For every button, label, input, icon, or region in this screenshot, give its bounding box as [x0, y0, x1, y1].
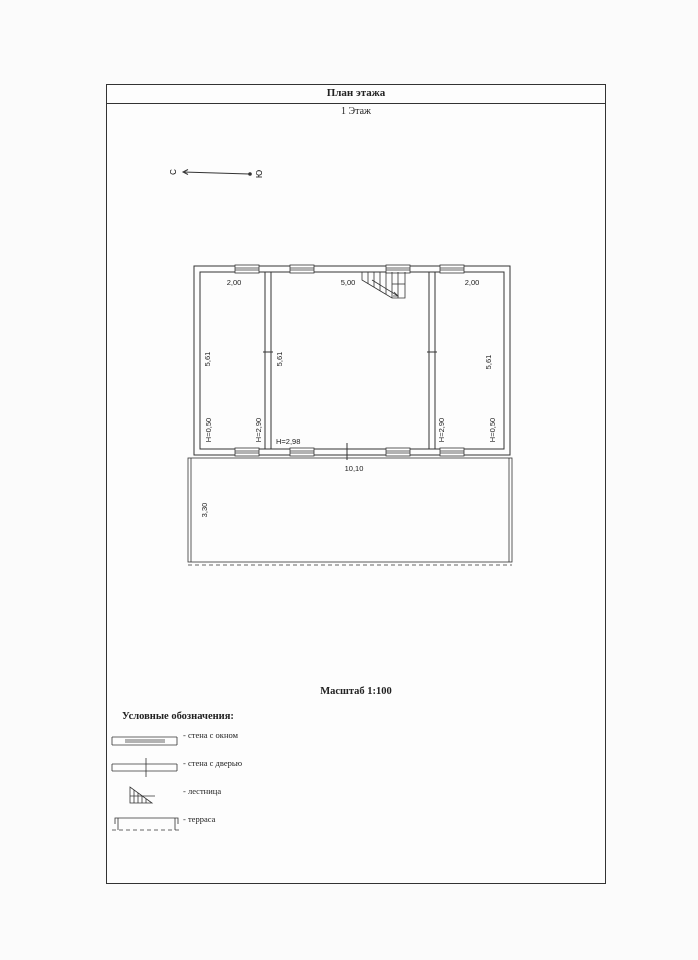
dim-mid-width: 5,00 [340, 278, 356, 287]
window-top-4 [440, 265, 464, 273]
door-wall-icon [112, 758, 177, 777]
window-top-1 [235, 265, 259, 273]
height-mid: H=2,98 [276, 437, 301, 446]
dim-right-width: 2,00 [464, 278, 480, 287]
window-top-3 [386, 265, 410, 273]
dim-total-width: 10,10 [344, 464, 364, 473]
legend-label-window-wall: - стена с окном [183, 730, 238, 740]
height-right: H=0,50 [488, 417, 497, 443]
window-wall-icon [112, 737, 177, 745]
height-left-inner: H=2,90 [254, 417, 263, 443]
plan-title: План этажа [107, 85, 605, 104]
compass-north-label: С [169, 169, 178, 175]
building-walls [194, 266, 510, 455]
stairs-icon [130, 787, 155, 803]
staircase [362, 272, 405, 298]
terrace [188, 458, 512, 565]
dim-mid-length: 5,61 [275, 351, 284, 367]
height-left: H=0,50 [204, 417, 213, 443]
legend-title: Условные обозначения: [122, 711, 234, 722]
height-right-inner: H=2,90 [437, 417, 446, 443]
scale-label: Масштаб 1:100 [320, 686, 392, 697]
dim-right-length: 5,61 [484, 354, 493, 370]
terrace-icon [112, 818, 180, 830]
legend-label-stairs: - лестница [183, 786, 222, 796]
dim-terrace-depth: 3,30 [200, 502, 209, 518]
window-bottom-3 [386, 448, 410, 456]
legend-label-door-wall: - стена с дверью [183, 758, 243, 768]
legend-label-terrace: - терраса [183, 814, 216, 824]
window-top-2 [290, 265, 314, 273]
compass-icon [169, 169, 264, 178]
dim-left-length: 5,61 [203, 351, 212, 367]
window-bottom-2 [290, 448, 314, 456]
window-bottom-1 [235, 448, 259, 456]
dim-left-width: 2,00 [226, 278, 242, 287]
window-bottom-4 [440, 448, 464, 456]
floor-label: 1 Этаж [341, 106, 371, 117]
compass-south-label: Ю [255, 169, 264, 179]
